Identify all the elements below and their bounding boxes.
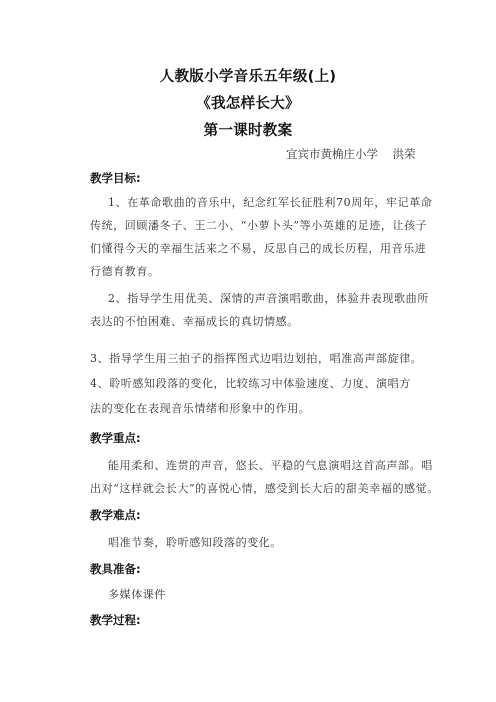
goals-line: 2、指导学生用优美、深情的声音演唱歌曲，体验并表现歌曲所 [108,292,429,305]
goals-line: 法的变化在表现音乐情绪和形象中的作用。 [90,402,311,415]
doc-author: 宜宾市黄桷庄小学 洪荣 [286,147,416,161]
goals-line: 4、聆听感知段落的变化，比较练习中体验速度、力度、演唱方 [90,377,411,390]
goals-line: 行德育教育。 [90,265,160,278]
difficulty-heading: 教学难点: [90,508,141,522]
key-points-line: 能用柔和、连贯的声音，悠长、平稳的气息演唱这首高声部。唱 [108,459,433,472]
doc-title-line1: 人教版小学音乐五年级(上) [159,69,337,85]
goals-line: 3、指导学生用三拍子的指挥图式边唱边划拍，唱准高声部旋律。 [90,352,423,365]
goals-heading: 教学目标: [90,171,141,185]
goals-line: 表达的不怕困难、幸福成长的真切情感。 [90,315,299,328]
doc-title-line3: 第一课时教案 [203,123,293,139]
goals-line: 们懂得今天的幸福生活来之不易，反思自己的成长历程，用音乐进 [90,242,427,255]
doc-title-line2: 《我怎样长大》 [196,96,300,112]
difficulty-line: 唱准节奏，聆听感知段落的变化。 [108,536,282,549]
key-points-line: 出对“这样就会长大”的喜悦心情，感受到长大后的甜美幸福的感觉。 [90,482,439,495]
goals-line: 传统，回顾潘冬子、王二小、“小萝卜头”等小英雄的足迹，让孩子 [90,219,428,232]
key-points-heading: 教学重点: [90,431,141,445]
process-heading: 教学过程: [90,613,141,627]
goals-line: 1、在革命歌曲的音乐中，纪念红军长征胜利70周年，牢记革命 [108,196,433,209]
preparation-heading: 教具准备: [90,562,141,576]
preparation-line: 多媒体课件 [108,588,166,601]
